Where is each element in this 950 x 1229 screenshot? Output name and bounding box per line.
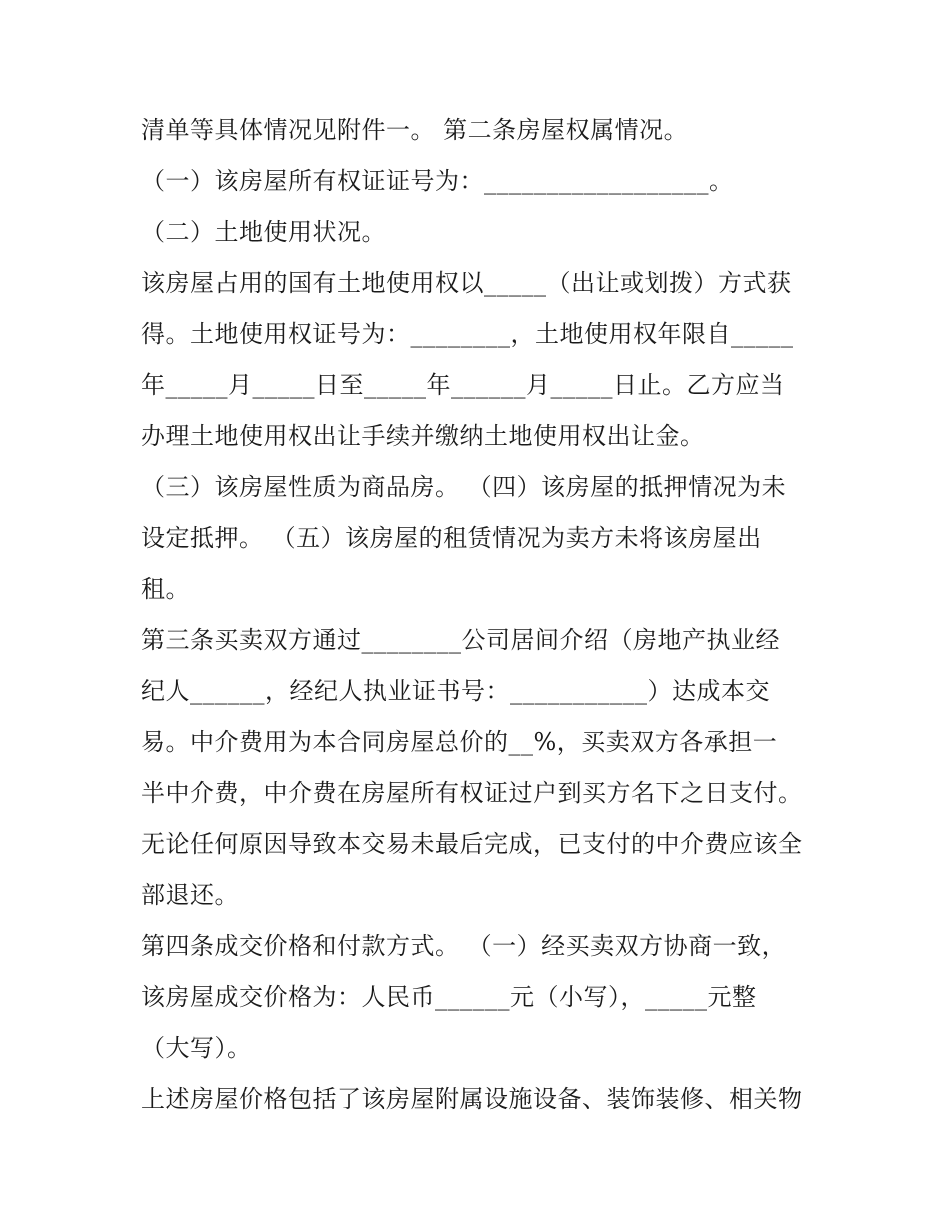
- text-line: 上述房屋价格包括了该房屋附属设施设备、装饰装修、相关物: [141, 1085, 803, 1113]
- text-line: 纪人______，经纪人执业证书号：___________）达成本交: [141, 677, 770, 705]
- text-line: （一）该房屋所有权证证号为：__________________。: [141, 167, 734, 195]
- text-line: 易。中介费用为本合同房屋总价的__%，买卖双方各承担一: [141, 728, 778, 756]
- text-line: 得。土地使用权证号为：________，土地使用权年限自_____: [141, 320, 794, 348]
- text-line: （二）土地使用状况。: [141, 218, 386, 246]
- text-line: （大写）。: [141, 1034, 252, 1062]
- text-line: （三）该房屋性质为商品房。 （四）该房屋的抵押情况为未: [141, 473, 787, 501]
- text-line: 租。: [141, 575, 190, 603]
- text-line: 设定抵押。 （五）该房屋的租赁情况为卖方未将该房屋出: [141, 524, 762, 552]
- text-line: 第三条买卖双方通过________公司居间介绍（房地产执业经: [141, 626, 780, 654]
- text-line: 无论任何原因导致本交易未最后完成，已支付的中介费应该全: [141, 830, 803, 858]
- text-line: 部退还。: [141, 881, 239, 909]
- text-line: 该房屋成交价格为：人民币______元（小写），_____元整: [141, 983, 757, 1011]
- text-line: 半中介费，中介费在房屋所有权证过户到买方名下之日支付。: [141, 779, 803, 807]
- text-line: 第四条成交价格和付款方式。 （一）经买卖双方协商一致，: [141, 932, 787, 960]
- text-line: 年_____月_____日至_____年______月_____日止。乙方应当: [141, 371, 785, 399]
- text-line: 清单等具体情况见附件一。 第二条房屋权属情况。: [141, 116, 689, 144]
- text-line: 该房屋占用的国有土地使用权以_____（出让或划拨）方式获: [141, 269, 792, 297]
- text-line: 办理土地使用权出让手续并缴纳土地使用权出让金。: [141, 422, 705, 450]
